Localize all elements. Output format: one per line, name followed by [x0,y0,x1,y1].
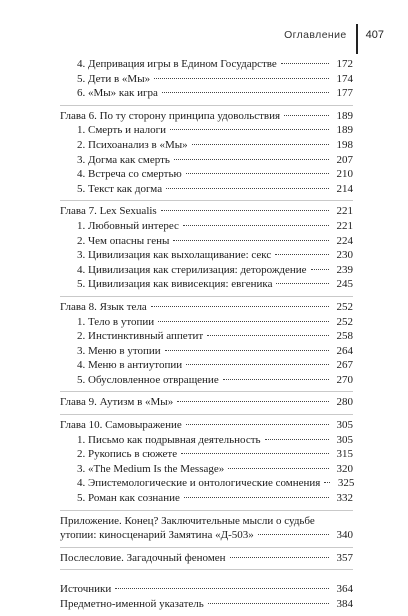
entry-page: 214 [336,182,353,195]
entry-title: 4. Меню в антиутопии [77,359,183,372]
dot-leader [192,144,329,145]
entry-page: 264 [336,344,353,357]
running-head [284,24,384,46]
toc-group [60,511,353,548]
dot-leader [223,379,329,380]
entry-page: 224 [336,234,353,247]
dot-leader [207,335,329,336]
entry-title: 5. Цивилизация как вивисекция: евгеника [77,278,273,291]
dot-leader [173,240,329,241]
entry-page: 325 [337,477,355,490]
section-entry [60,263,353,278]
entry-page: 320 [336,462,353,475]
entry-title: 6. «Мы» как игра [77,87,158,100]
dot-leader [177,401,329,402]
entry-title: Глава 7. Lex Sexualis [60,205,157,218]
dot-leader [275,254,329,255]
dot-leader [165,350,329,351]
entry-title: 5. Обусловленное отвращение [77,373,219,386]
entry-page: 340 [336,529,353,542]
toc-group [60,54,353,106]
entry-title: Глава 9. Аутизм в «Мы» [60,396,174,409]
dot-leader [183,225,329,226]
dot-leader [174,159,329,160]
entry-title: Предметно-именной указатель [60,598,204,610]
entry-title: 3. Догма как смерть [77,153,170,166]
dot-leader [166,188,329,189]
entry-title: 2. Инстинктивный аппетит [77,330,204,343]
entry-page: 267 [336,359,353,372]
entry-title: 4. Депривация игры в Едином Государстве [77,58,277,70]
entry-page: 384 [336,598,353,610]
entry-title: 3. Цивилизация как выхолащивание: секс [77,249,272,262]
dot-leader [230,557,329,558]
section-entry [60,358,353,373]
chapter-entry [60,204,353,219]
section-entry [60,248,353,263]
entry-title: 4. Цивилизация как стерилизация: деторождение [77,263,307,276]
backmatter-entry [60,582,353,597]
chapter-entry [60,551,353,566]
section-entry [60,447,353,462]
section-entry [60,433,353,448]
dot-leader [311,269,329,270]
appendix-entry-line [60,528,353,543]
entry-title: 1. Письмо как подрывная деятельность [77,433,261,446]
entry-title: 2. Рукопись в сюжете [77,448,178,461]
dot-leader [151,306,329,307]
entry-page: 172 [336,58,353,70]
dot-leader [161,210,329,211]
appendix-entry [60,514,353,543]
entry-title: 5. Текст как догма [77,182,163,195]
toc-group [60,392,353,415]
dot-leader [284,115,329,116]
entry-page: 174 [336,72,353,85]
entry-page: 221 [336,205,353,218]
dot-leader [208,603,329,604]
entry-page: 198 [336,138,353,151]
entry-page: 239 [336,263,353,276]
entry-title: 1. Тело в утопии [77,315,155,328]
entry-page: 305 [336,433,353,446]
section-entry [60,123,353,138]
dot-leader [258,534,329,535]
chapter-entry [60,395,353,410]
entry-title: Послесловие. Загадочный феномен [60,551,226,564]
section-entry [60,153,353,168]
entry-title: 3. Меню в утопии [77,344,161,357]
section-entry [60,57,353,72]
entry-page: 177 [336,87,353,100]
entry-title: 5. Дети в «Мы» [77,72,151,85]
dot-leader [162,92,329,93]
entry-page: 364 [336,583,353,596]
section-entry [60,219,353,234]
toc-group [60,297,353,393]
entry-page: 305 [336,419,353,432]
table-of-contents [60,54,353,616]
entry-page: 258 [336,330,353,343]
dot-leader [186,424,329,425]
chapter-entry [60,109,353,124]
section-entry [60,373,353,388]
section-entry [60,315,353,330]
section-entry [60,167,353,182]
chapter-entry [60,418,353,433]
entry-page: 270 [336,373,353,386]
entry-title: 5. Роман как сознание [77,492,180,505]
entry-title: 4. Встреча со смертью [77,168,182,181]
section-entry [60,86,353,101]
entry-title: 2. Чем опасны гены [77,234,170,247]
entry-title: 2. Психоанализ в «Мы» [77,138,188,151]
dot-leader [276,283,329,284]
dot-leader [186,364,329,365]
dot-leader [181,453,329,454]
section-entry [60,462,353,477]
section-entry [60,491,353,506]
entry-title: 1. Смерть и налоги [77,124,166,137]
entry-page: 252 [336,315,353,328]
toc-group [60,415,353,511]
section-entry [60,344,353,359]
entry-title: 3. «The Medium Is the Message» [77,462,225,475]
dot-leader [228,468,329,469]
entry-title: 4. Эпистемологические и онтологические сомнения [77,477,321,490]
appendix-title-line: Приложение. Конец? Заключительные мысли о судьбе [60,514,315,527]
section-entry [60,329,353,344]
dot-leader [170,129,329,130]
entry-title: Глава 10. Самовыражение [60,419,182,432]
section-entry [60,72,353,87]
dot-leader [186,173,329,174]
section-entry [60,138,353,153]
entry-title: Источники [60,583,112,596]
toc-group [60,548,353,571]
dot-leader [184,497,329,498]
chapter-entry [60,300,353,315]
entry-page: 221 [336,219,353,232]
dot-leader [324,482,330,483]
entry-page: 230 [336,249,353,262]
dot-leader [115,588,329,589]
entry-page: 245 [336,278,353,291]
section-entry [60,277,353,292]
dot-leader [281,63,329,64]
entry-page: 207 [336,153,353,166]
entry-page: 332 [336,492,353,505]
toc-group [60,106,353,202]
backmatter-entry [60,597,353,612]
entry-page: 280 [336,396,353,409]
page-number: 407 [365,29,384,41]
entry-page: 189 [336,109,353,122]
dot-leader [158,321,329,322]
entry-page: 189 [336,124,353,137]
entry-title: Глава 8. Язык тела [60,300,147,313]
section-entry [60,182,353,197]
dot-leader [265,439,329,440]
entry-page: 252 [336,300,353,313]
section-entry [60,234,353,249]
toc-group [60,201,353,297]
entry-title: Глава 6. По ту сторону принципа удовольствия [60,109,281,122]
entry-page: 210 [336,168,353,181]
section-entry [60,476,353,491]
dot-leader [154,78,329,79]
entry-page: 315 [336,448,353,461]
running-head-title: Оглавление [284,29,347,41]
entry-page: 357 [336,551,353,564]
entry-title: 1. Любовный интерес [77,219,179,232]
entry-title: утопии: киносценарий Замятина «Д-503» [60,529,254,542]
toc-group [60,579,353,615]
